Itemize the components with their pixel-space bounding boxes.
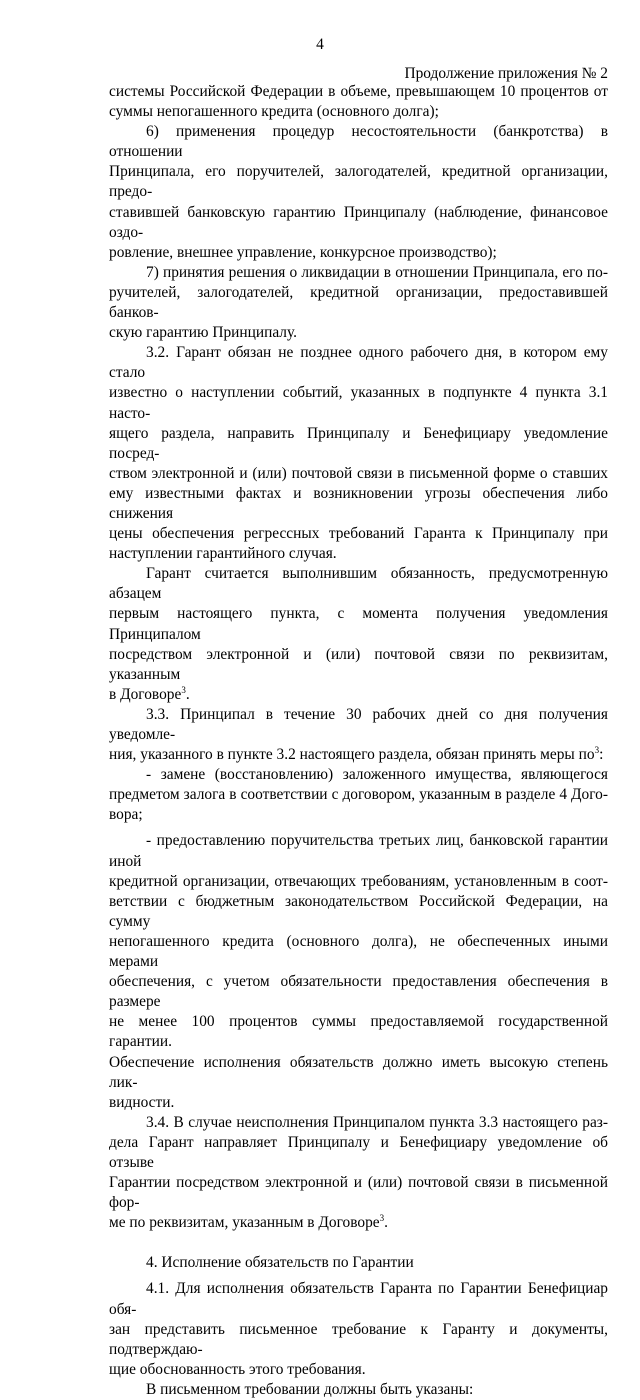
footnote-reference: 3 bbox=[379, 1213, 385, 1224]
text-line: ством электронной и (или) почтовой связи в письменной форме о ставших bbox=[109, 464, 608, 482]
text-line: непогашенного кредита (основного долга), не обеспеченных иными мерами bbox=[109, 932, 608, 971]
list-item-replacement bbox=[109, 765, 608, 825]
text-line: Гарантии посредством электронной и (или) почтовой связи в письменной фор- bbox=[109, 1174, 608, 1212]
text-line: вора; bbox=[109, 806, 143, 824]
text-line: ветствии с бюджетным законодательством Российской Федерации, на сумму bbox=[109, 892, 608, 930]
footnote-reference: 3 bbox=[594, 745, 600, 756]
text-line: скую гарантию Принципалу. bbox=[109, 324, 297, 342]
paragraph-4-1 bbox=[109, 1279, 608, 1379]
text-line bbox=[109, 1213, 608, 1233]
text-line: - замене (восстановлению) заложенного имущества, являющегося bbox=[146, 766, 608, 784]
page-number: 4 bbox=[316, 36, 324, 53]
paragraph-item-7 bbox=[109, 263, 608, 343]
list-item-surety bbox=[109, 831, 608, 1112]
text-line: дела Гарант направляет Принципалу и Бенефициару уведомление об отзыве bbox=[109, 1133, 608, 1171]
text-line: 7) принятия решения о ликвидации в отношении Принципала, его по- bbox=[146, 263, 608, 281]
text-line: известно о наступлении событий, указанных в подпункте 4 пункта 3.1 насто- bbox=[109, 384, 608, 422]
text-fragment: ме по реквизитам, указанным в Договоре bbox=[109, 1214, 380, 1232]
text-line: ставившей банковскую гарантию Принципалу (наблюдение, финансовое оздо- bbox=[109, 203, 608, 241]
paragraph-item-6 bbox=[109, 122, 608, 263]
text-line: первым настоящего пункта, с момента получения уведомления Принципалом bbox=[109, 605, 608, 643]
footnote-reference: 3 bbox=[181, 684, 186, 695]
text-line: Гарант считается выполнившим обязанность, предусмотренную абзацем bbox=[109, 565, 608, 603]
text-line: предметом залога в соответствии с договором, указанным в разделе 4 Дого- bbox=[109, 786, 608, 804]
text-line: 6) применения процедур несостоятельности (банкротства) в отношении bbox=[109, 123, 608, 161]
text-line: кредитной организации, отвечающих требованиям, установленным в соот- bbox=[109, 872, 608, 890]
text-line: ровление, внешнее управление, конкурсное производство); bbox=[109, 243, 497, 261]
punctuation: : bbox=[599, 746, 604, 764]
paragraph-3-4 bbox=[109, 1113, 608, 1234]
text-line: суммы непогашенного кредита (основного долга); bbox=[109, 103, 439, 121]
text-line: наступлении гарантийного случая. bbox=[109, 545, 337, 563]
paragraph-requirements bbox=[109, 1380, 608, 1400]
text-line: системы Российской Федерации в объеме, превышающем 10 процентов от bbox=[109, 83, 608, 100]
paragraph-continued bbox=[109, 82, 608, 122]
text-line: видности. bbox=[109, 1093, 175, 1111]
text-fragment: в Договоре bbox=[109, 685, 182, 703]
text-line: - предоставлению поручительства третьих лиц, банковской гарантии иной bbox=[109, 832, 608, 870]
text-line: Обеспечение исполнения обязательств должно иметь высокую степень лик- bbox=[109, 1053, 608, 1091]
text-line: обеспечения, с учетом обязательности предоставления обеспечения в размере bbox=[109, 973, 608, 1011]
text-line: ящего раздела, направить Принципалу и Бенефициару уведомление посред- bbox=[109, 424, 608, 462]
section-4-heading bbox=[109, 1253, 608, 1273]
text-line: посредством электронной и (или) почтовой связи по реквизитам, указанным bbox=[109, 645, 608, 683]
punctuation: . bbox=[185, 685, 190, 703]
paragraph-3-2 bbox=[109, 343, 608, 564]
text-line bbox=[109, 745, 608, 765]
text-fragment: ния, указанного в пункте 3.2 настоящего раздела, обязан принять меры по bbox=[109, 746, 595, 764]
paragraph-3-3 bbox=[109, 705, 608, 765]
text-line: зан представить письменное требование к Гаранту и документы, подтверждаю- bbox=[109, 1320, 608, 1358]
document-body bbox=[109, 82, 608, 1400]
text-line: 4. Исполнение обязательств по Гарантии bbox=[146, 1254, 414, 1272]
text-line: ручителей, залогодателей, кредитной организации, предоставившей банков- bbox=[109, 283, 608, 322]
appendix-continuation-label: Продолжение приложения № 2 bbox=[404, 65, 608, 82]
paragraph-guarantor-notice bbox=[109, 564, 608, 705]
text-line: 3.3. Принципал в течение 30 рабочих дней со дня получения уведомле- bbox=[109, 705, 608, 743]
punctuation: . bbox=[384, 1214, 388, 1232]
text-line: Принципала, его поручителей, залогодателей, кредитной организации, предо- bbox=[109, 163, 608, 201]
text-line: не менее 100 процентов суммы предоставляемой государственной гарантии. bbox=[109, 1013, 608, 1051]
text-line: ему известными фактах и возникновении угрозы обеспечения либо снижения bbox=[109, 484, 608, 522]
text-line: В письменном требовании должны быть указаны: bbox=[146, 1380, 474, 1398]
text-line: 4.1. Для исполнения обязательств Гаранта по Гарантии Бенефициар обя- bbox=[109, 1280, 608, 1318]
text-line bbox=[109, 685, 608, 705]
text-line: щие обоснованность этого требования. bbox=[109, 1360, 366, 1378]
text-line: 3.4. В случае неисполнения Принципалом пункта 3.3 настоящего раз- bbox=[146, 1113, 608, 1131]
text-line: цены обеспечения регрессных требований Гаранта к Принципалу при bbox=[109, 525, 608, 543]
text-line: 3.2. Гарант обязан не позднее одного рабочего дня, в котором ему стало bbox=[109, 344, 608, 382]
